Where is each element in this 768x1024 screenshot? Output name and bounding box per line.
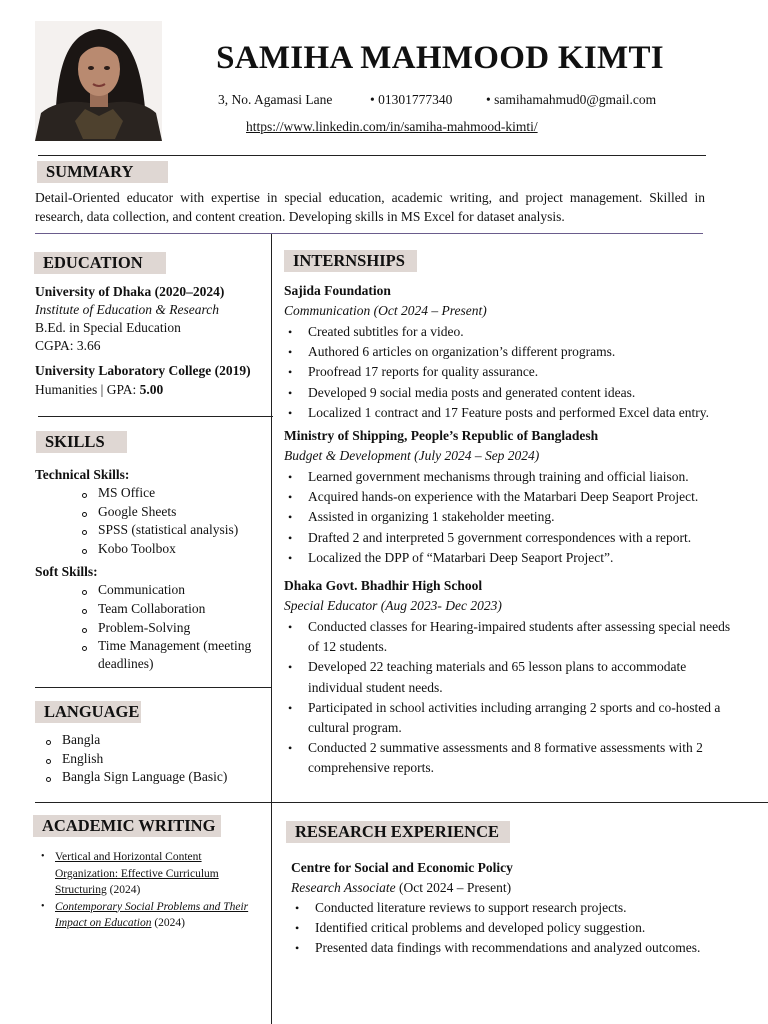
list-item: • Conducted classes for Hearing-impaired students after assessing special needs of 12 students. — [284, 617, 744, 657]
list-item: • Learned government mechanisms through training and official liaison. — [284, 467, 754, 487]
role-text — [291, 877, 761, 898]
phone-text: • 01301777340 — [370, 92, 453, 107]
summary-divider — [35, 233, 703, 234]
list-item: SPSS (statistical analysis) — [78, 521, 271, 540]
gpa-value: 5.00 — [139, 382, 164, 397]
profile-photo — [35, 21, 162, 141]
school-name: University Laboratory College (2019) — [35, 363, 251, 378]
list-item: Time Management (meeting deadlines) — [78, 637, 271, 672]
list-item: • Proofread 17 reports for quality assurance. — [284, 362, 734, 382]
education-divider — [38, 416, 273, 417]
list-item: Kobo Toolbox — [78, 540, 271, 559]
publication-link[interactable]: Contemporary Social Problems and Their Impact on Education — [55, 900, 249, 929]
list-item: • Identified critical problems and developed policy suggestion. — [291, 918, 761, 938]
summary-text: Detail-Oriented educator with expertise in special education, academic writing, and project management. Skilled in research, data collection, and content creation. Developing skills in MS Excel for dataset analysis. — [35, 190, 705, 224]
list-item: Communication — [78, 581, 271, 600]
list-item: Google Sheets — [78, 503, 271, 522]
list-item: English — [42, 750, 270, 769]
header-divider — [38, 155, 706, 156]
candidate-name: SAMIHA MAHMOOD KIMTI — [216, 40, 664, 76]
research-heading: RESEARCH EXPERIENCE — [286, 821, 510, 843]
internships-block — [284, 281, 754, 779]
email-text: • samihamahmud0@gmail.com — [486, 92, 657, 107]
list-item: • Conducted literature reviews to support research projects. — [291, 898, 761, 918]
internships-heading: INTERNSHIPS — [284, 250, 417, 272]
soft-skills-list — [78, 581, 271, 672]
org-name: Centre for Social and Economic Policy — [291, 860, 513, 875]
language-list — [42, 731, 270, 787]
skills-block — [35, 465, 271, 672]
degree-text: B.Ed. in Special Education — [35, 320, 181, 335]
institute-name: Institute of Education & Research — [35, 302, 219, 317]
research-points — [291, 898, 761, 959]
publication-link[interactable]: Vertical and Horizontal Content Organization: Effective Curriculum Structuring — [55, 851, 219, 896]
list-item: Team Collaboration — [78, 600, 271, 619]
linkedin-link[interactable]: https://www.linkedin.com/in/samiha-mahmood-kimti/ — [246, 119, 538, 134]
skills-divider — [35, 687, 272, 688]
skills-heading: SKILLS — [36, 431, 127, 453]
list-item: • Developed 22 teaching materials and 65 lesson plans to accommodate individual student needs. — [284, 657, 744, 697]
list-item: • Participated in school activities including arranging 2 sports and co-hosted a cultural program. — [284, 698, 744, 738]
org-name: Sajida Foundation — [284, 283, 391, 298]
list-item: • Localized 1 contract and 17 Feature posts and performed Excel data entry. — [284, 403, 734, 423]
soft-skills-label: Soft Skills: — [35, 564, 98, 580]
list-item: Problem-Solving — [78, 619, 271, 638]
profile-photo-image — [35, 21, 162, 141]
list-item — [35, 899, 250, 932]
internship-points — [284, 322, 734, 423]
address-text: 3, No. Agamasi Lane — [218, 92, 333, 107]
org-name: Ministry of Shipping, People’s Republic of Bangladesh — [284, 428, 599, 444]
school-name: University of Dhaka (2020–2024) — [35, 284, 225, 299]
list-item: MS Office — [78, 484, 271, 503]
cgpa-text: CGPA: 3.66 — [35, 338, 101, 353]
list-item: • Created subtitles for a video. — [284, 322, 734, 342]
list-item: • Drafted 2 and interpreted 5 government correspondences with a report. — [284, 528, 754, 548]
gpa-text — [35, 380, 271, 399]
internship-points — [284, 467, 754, 568]
list-item: • Assisted in organizing 1 stakeholder meeting. — [284, 507, 754, 527]
internship-points — [284, 617, 744, 779]
role-text: Special Educator (Aug 2023- Dec 2023) — [284, 598, 502, 614]
education-block — [35, 282, 271, 399]
language-heading: LANGUAGE — [35, 701, 141, 723]
academic-writing-list — [35, 849, 250, 932]
publication-year: (2024) — [151, 917, 185, 929]
list-item: • Conducted 2 summative assessments and 8 formative assessments with 2 comprehensive reports. — [284, 738, 744, 778]
list-item: Bangla Sign Language (Basic) — [42, 768, 270, 787]
column-divider — [271, 234, 272, 1024]
role-title: Research Associate — [291, 880, 396, 895]
list-item: Bangla — [42, 731, 270, 750]
lower-divider — [35, 802, 768, 803]
research-block — [291, 858, 761, 959]
academic-writing-heading: ACADEMIC WRITING — [33, 815, 221, 837]
list-item: • Developed 9 social media posts and generated content ideas. — [284, 383, 734, 403]
role-text: Communication (Oct 2024 – Present) — [284, 303, 487, 318]
org-name: Dhaka Govt. Bhadhir High School — [284, 578, 483, 594]
list-item: • Presented data findings with recommendations and analyzed outcomes. — [291, 938, 761, 958]
technical-skills-list — [78, 484, 271, 558]
list-item: • Acquired hands-on experience with the Matarbari Deep Seaport Project. — [284, 487, 754, 507]
technical-skills-label: Technical Skills: — [35, 467, 130, 482]
list-item — [35, 849, 250, 899]
gpa-detail: Humanities | GPA: — [35, 382, 140, 397]
role-period: (Oct 2024 – Present) — [395, 880, 512, 895]
role-text: Budget & Development (July 2024 – Sep 2024) — [284, 448, 540, 464]
summary-heading: SUMMARY — [37, 161, 168, 183]
publication-year: (2024) — [106, 884, 141, 896]
list-item: • Localized the DPP of “Matarbari Deep Seaport Project”. — [284, 548, 754, 568]
education-heading: EDUCATION — [34, 252, 166, 274]
list-item: • Authored 6 articles on organization’s different programs. — [284, 342, 734, 362]
